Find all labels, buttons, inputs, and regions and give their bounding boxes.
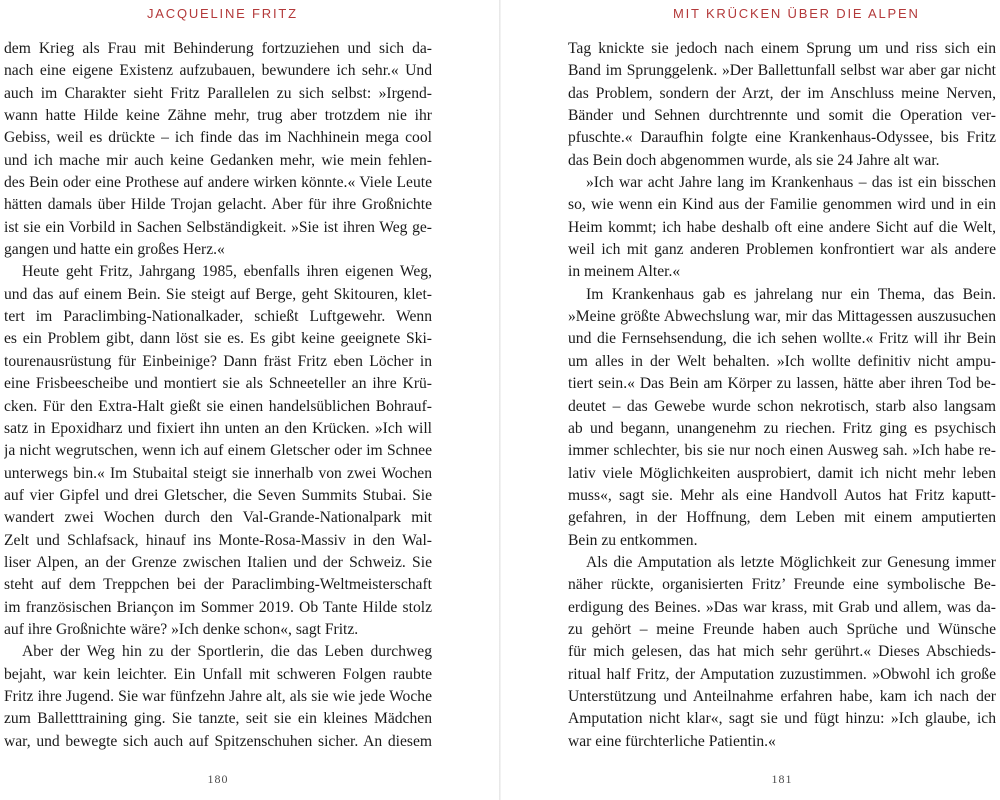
- text-line: tiert sein.« Das Bein am Körper zu lassen, hätte aber ihren Tod be-: [568, 375, 996, 393]
- text-line: Band im Sprunggelenk. »Der Ballettunfall selbst war aber gar nicht: [568, 62, 996, 80]
- text-line: auf ihre Großnichte wäre? »Ich denke schon«, sagt Fritz.: [4, 620, 359, 638]
- text-line: steht auf dem Treppchen bei der Paraclimbing-Weltmeisterschaft: [4, 576, 432, 594]
- paragraph: [4, 261, 432, 641]
- text-line: weil ich mit ganz anderen Problemen konfrontiert war als andere: [568, 241, 996, 259]
- text-line: war eine fürchterliche Patientin.«: [568, 732, 776, 750]
- text-line: Zelt und Schlafsack, hinauf ins Monte-Rosa-Massiv in den Wal-: [4, 531, 432, 549]
- text-line: Tag knickte sie jedoch nach einem Sprung um und riss sich ein: [568, 40, 996, 57]
- text-line: cken. Für den Extra-Halt gießt sie einen handelsüblichen Bohrauf-: [4, 397, 432, 415]
- text-line: pfuschte.« Daraufhin folgte eine Krankenhaus-Odyssee, bis Fritz: [568, 129, 996, 147]
- text-line: dem Krieg als Frau mit Behinderung fortzuziehen und sich da-: [4, 40, 432, 57]
- text-line: im französischen Briançon im Sommer 2019. Ob Tante Hilde stolz: [4, 598, 432, 616]
- text-line: ist sie ein Vorbild in Sachen Selbständigkeit. »Sie ist ihren Weg ge-: [4, 218, 432, 236]
- text-line: auf vier Gipfel und drei Gletscher, die Seven Summits Stubai. Sie: [4, 486, 432, 504]
- text-line: Unterstützung und Anteilnahme erfahren habe, kam ich nach der: [568, 687, 996, 705]
- text-line: bejaht, war kein leichter. Ein Unfall mit schweren Folgen raubte: [4, 665, 432, 683]
- text-line: tert im Paraclimbing-Nationalkader, schießt Luftgewehr. Wenn: [4, 308, 432, 326]
- text-line: war, und bewegte sich auch auf Spitzenschuhen sicher. An diesem: [4, 732, 432, 750]
- page-number-left: 180: [207, 772, 229, 786]
- text-line: immer schlechter, bis sie nur noch einen Ausweg sah. »Ich habe re-: [568, 442, 996, 460]
- text-line: »Meine größte Abwechslung war, mir das Mittagessen auszusuchen: [568, 308, 996, 326]
- right-page: [500, 0, 1000, 800]
- right-text-column: [568, 38, 996, 753]
- text-line: hätten damals über Hilde Trojan gelacht. Aber für ihre Großnichte: [4, 196, 432, 214]
- text-line: ja nicht wegrutschen, wenn ich auf einem Gletscher oder im Schnee: [4, 442, 432, 460]
- text-line: Bein zu entkommen.: [568, 531, 698, 549]
- paragraph: [4, 38, 432, 261]
- text-line: Amputation nicht klar«, sagt sie und fügt hinzu: »Ich glaube, ich: [568, 710, 996, 728]
- text-line: und ich mache mir auch keine Gedanken mehr, wie mein fehlen-: [4, 151, 432, 169]
- text-line: um alles in der Welt behalten. »Ich wollte definitiv nicht ampu-: [568, 352, 996, 370]
- text-line: das Bein doch abgenommen wurde, als sie 24 Jahre alt war.: [568, 151, 940, 169]
- text-line: tourenausrüstung für Einbeinige? Dann fräst Fritz eben Löcher in: [4, 352, 432, 370]
- text-line: nach eine eigene Existenz aufzubauen, bewundere ich sehr.« Und: [4, 62, 432, 80]
- running-head-author: JACQUELINE FRITZ: [147, 6, 298, 21]
- text-line: in meinem Alter.«: [568, 263, 681, 281]
- text-line: Gebiss, weil es drückte – ich finde das im Nachhinein mega cool: [4, 129, 432, 147]
- text-line: Als die Amputation als letzte Möglichkeit zur Genesung immer: [586, 553, 996, 571]
- text-line: und die Fernsehsendung, die ich sehen wollte.« Fritz will ihr Bein: [568, 330, 996, 348]
- text-line: Fritz ihre Jugend. Sie war fünfzehn Jahre alt, als sie wie jede Woche: [4, 687, 432, 705]
- paragraph: [4, 641, 432, 753]
- text-line: liser Alpen, an der Grenze zwischen Italien und der Schweiz. Sie: [4, 553, 432, 571]
- text-line: Im Krankenhaus gab es jahrelang nur ein Thema, das Bein.: [586, 285, 996, 303]
- text-line: Bänder und Sehnen durchtrennte und somit die Operation ver-: [568, 107, 996, 125]
- text-line: Heute geht Fritz, Jahrgang 1985, ebenfalls ihren eigenen Weg,: [22, 263, 432, 281]
- text-line: für mich gelesen, das hat mich sehr gerührt.« Dieses Abschieds-: [568, 643, 996, 661]
- text-line: auch im Charakter sieht Fritz Parallelen zu sich selbst: »Irgend-: [4, 84, 432, 102]
- text-line: es ein Problem gibt, dann löst sie es. Es gibt keine geeignete Ski-: [4, 330, 432, 348]
- text-line: satz in Epoxidharz und fixiert ihn unten an den Krücken. »Ich will: [4, 419, 432, 437]
- text-line: wandert zwei Wochen durch den Val-Grande-Nationalpark mit: [4, 509, 432, 527]
- text-line: des Bein oder eine Prothese auf andere wirken könnte.« Viele Leute: [4, 174, 432, 192]
- text-line: zum Balletttraining ging. Sie tanzte, seit sie ein kleines Mädchen: [4, 710, 432, 728]
- paragraph: [568, 172, 996, 284]
- left-text-column: [4, 38, 432, 753]
- text-line: näher rückte, organisierten Fritz’ Freunde eine symbolische Be-: [568, 576, 996, 594]
- text-line: Aber der Weg hin zu der Sportlerin, die das Leben durchweg: [22, 643, 432, 661]
- text-line: gangen und hatte ein großes Herz.«: [4, 241, 225, 259]
- text-line: zu gehört – meine Freunde haben auch Sprüche und Wünsche: [568, 620, 996, 638]
- text-line: deutet – das Gewebe wurde schon nekrotisch, starb also langsam: [568, 397, 996, 415]
- paragraph: [568, 284, 996, 552]
- text-line: muss«, sagt sie. Mehr als eine Handvoll Autos hat Fritz kaputt-: [568, 486, 996, 504]
- text-line: ab und begann, unangenehm zu riechen. Fritz ging es psychisch: [568, 419, 996, 437]
- paragraph: [568, 38, 996, 172]
- running-head-title: MIT KRÜCKEN ÜBER DIE ALPEN: [673, 6, 920, 21]
- text-line: gefahren, in der Hoffnung, dem Leben mit einem amputierten: [568, 509, 996, 527]
- text-line: Heim kommt; ich habe deshalb oft eine andere Sicht auf die Welt,: [568, 218, 996, 236]
- text-line: »Ich war acht Jahre lang im Krankenhaus – das ist ein bisschen: [586, 174, 996, 192]
- text-line: lativ viele Möglichkeiten ausprobiert, damit ich nicht mehr leben: [568, 464, 996, 482]
- text-line: erdigung des Beines. »Das war krass, mit Grab und allem, was da-: [568, 598, 996, 616]
- text-line: wann hatte Hilde keine Zähne mehr, trug aber trotzdem nie ihr: [4, 107, 432, 125]
- text-line: und das auf einem Bein. Sie steigt auf Berge, geht Skitouren, klet-: [4, 285, 432, 303]
- text-line: unterwegs bin.« Im Stubaital steigt sie innerhalb von zwei Wochen: [4, 464, 432, 482]
- text-line: so, wie wenn ein Kind aus der Familie genommen wird und in ein: [568, 196, 996, 214]
- text-line: das Problem, sondern der Arzt, der im Anschluss meine Nerven,: [568, 84, 996, 102]
- page-number-right: 181: [771, 772, 793, 786]
- text-line: eine Frisbeescheibe und montiert sie als Schneeteller an ihre Krü-: [4, 375, 432, 393]
- paragraph: [568, 552, 996, 753]
- text-line: ritual half Fritz, der Amputation zuzustimmen. »Obwohl ich große: [568, 665, 996, 683]
